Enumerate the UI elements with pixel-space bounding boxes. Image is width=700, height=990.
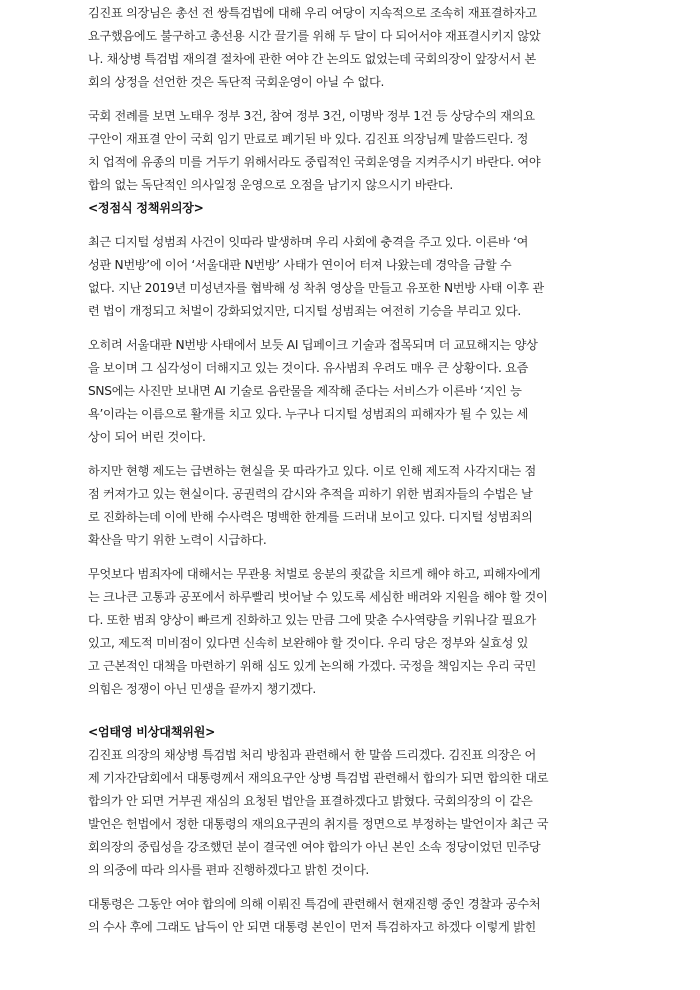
paragraph-gap bbox=[88, 882, 616, 893]
paragraph-gap bbox=[88, 701, 616, 721]
paragraph bbox=[88, 231, 616, 323]
paragraph bbox=[88, 460, 616, 552]
paragraph bbox=[88, 334, 616, 449]
text-line: 치 업적에 유종의 미를 거두기 위해서라도 중립적인 국회운영을 지켜주시기 바란다. 여야 bbox=[88, 155, 541, 169]
speaker-heading: <엄태영 비상대책위원> bbox=[88, 725, 216, 739]
text-line: 오히려 서울대판 N번방 사태에서 보듯 AI 딥페이크 기술과 접목되며 더 교묘해지는 양상 bbox=[88, 338, 538, 352]
paragraph-gap bbox=[88, 449, 616, 460]
text-line: 점 커져가고 있는 현실이다. 공권력의 감시와 추적을 피하기 위한 범죄자들의 수법은 날 bbox=[88, 487, 533, 501]
text-line: 련 법이 개정되고 처벌이 강화되었지만, 디지털 성범죄는 여전히 기승을 부리고 있다. bbox=[88, 304, 521, 318]
text-line: 대통령은 그동안 여야 합의에 의해 이뤄진 특검에 관련해서 현재진행 중인 경찰과 공수처 bbox=[88, 897, 541, 911]
text-line: 제 기자간담회에서 대통령께서 재의요구안 상병 특검법 관련해서 합의가 되면 합의한 대로 bbox=[88, 771, 549, 785]
text-line: 확산을 막기 위한 노력이 시급하다. bbox=[88, 533, 267, 547]
text-line: 로 진화하는데 이에 반해 수사력은 명백한 한계를 드러내 보이고 있다. 디지털 성범죄의 bbox=[88, 510, 533, 524]
text-line: 회의 상정을 선언한 것은 독단적 국회운영이 아닐 수 없다. bbox=[88, 75, 385, 89]
paragraph bbox=[88, 2, 616, 94]
paragraph bbox=[88, 893, 616, 939]
text-line: 다. 또한 범죄 양상이 빠르게 진화하고 있는 만큼 그에 맞춘 수사역량을 키워나갈 필요가 bbox=[88, 613, 537, 627]
text-line: 을 보이며 그 심각성이 더해지고 있는 것이다. 유사범죄 우려도 매우 큰 상황이다. 요즘 bbox=[88, 361, 529, 375]
paragraph-gap bbox=[88, 94, 616, 105]
text-line: 고 근본적인 대책을 마련하기 위해 심도 있게 논의해 가겠다. 국정을 책임지는 우리 국민 bbox=[88, 659, 537, 673]
text-line: 김진표 의장님은 총선 전 쌍특검법에 대해 우리 여당이 지속적으로 조속히 재표결하자고 bbox=[88, 6, 537, 20]
text-line: 최근 디지털 성범죄 사건이 잇따라 발생하며 우리 사회에 충격을 주고 있다. 이른바 ‘여 bbox=[88, 235, 529, 249]
text-line: 합의가 안 되면 거부권 재심의 요청된 법안을 표결하겠다고 밝혔다. 국회의장의 이 같은 bbox=[88, 794, 533, 808]
text-line: 무엇보다 범죄자에 대해서는 무관용 처벌로 응분의 죗값을 치르게 해야 하고, 피해자에게 bbox=[88, 567, 541, 581]
speaker-heading: <정점식 정책위의장> bbox=[88, 201, 204, 215]
paragraph-gap bbox=[88, 552, 616, 563]
text-line: 성판 N번방’에 이어 ‘서울대판 N번방’ 사태가 연이어 터져 나왔는데 경악을 금할 수 bbox=[88, 258, 512, 272]
text-line: 김진표 의장의 채상병 특검법 처리 방침과 관련해서 한 말씀 드리겠다. 김진표 의장은 어 bbox=[88, 748, 537, 762]
text-line: 회의장의 중립성을 강조했던 분이 결국엔 여야 합의가 아닌 본인 소속 정당이었던 민주당 bbox=[88, 840, 541, 854]
text-line: 나. 채상병 특검법 재의결 절차에 관한 여야 간 논의도 없었는데 국회의장이 앞장서서 본 bbox=[88, 52, 537, 66]
text-line: 발언은 헌법에서 정한 대통령의 재의요구권의 취지를 정면으로 부정하는 발언이자 최근 국 bbox=[88, 817, 549, 831]
text-line: 합의 없는 독단적인 의사일정 운영으로 오점을 남기지 않으시기 바란다. bbox=[88, 178, 453, 192]
text-line: 구안이 재표결 안이 국회 임기 만료로 폐기된 바 있다. 김진표 의장님께 말씀드린다. 정 bbox=[88, 132, 529, 146]
text-line: 의 의중에 따라 의사를 편파 진행하겠다고 밝힌 것이다. bbox=[88, 863, 370, 877]
text-line: 의힘은 정쟁이 아닌 민생을 끝까지 챙기겠다. bbox=[88, 682, 316, 696]
text-line: 국회 전례를 보면 노태우 정부 3건, 참여 정부 3건, 이명박 정부 1건 등 상당수의 재의요 bbox=[88, 109, 535, 123]
text-line: 의 수사 후에 그래도 납득이 안 되면 대통령 본인이 먼저 특검하자고 하겠다 이렇게 밝힌 bbox=[88, 920, 537, 934]
paragraph bbox=[88, 105, 616, 197]
paragraph bbox=[88, 563, 616, 701]
text-line: 없다. 지난 2019년 미성년자를 협박해 성 착취 영상을 만들고 유포한 N번방 사태 이후 관 bbox=[88, 281, 544, 295]
text-line: 욕’이라는 이름으로 활개를 치고 있다. 누구나 디지털 성범죄의 피해자가 될 수 있는 세 bbox=[88, 407, 529, 421]
text-line: 상이 되어 버린 것이다. bbox=[88, 430, 206, 444]
text-line: 는 크나큰 고통과 공포에서 하루빨리 벗어날 수 있도록 세심한 배려와 지원을 해야 할 것이 bbox=[88, 590, 548, 604]
document-page bbox=[88, 0, 616, 939]
text-line: 하지만 현행 제도는 급변하는 현실을 못 따라가고 있다. 이로 인해 제도적 사각지대는 점 bbox=[88, 464, 537, 478]
paragraph-gap bbox=[88, 220, 616, 231]
paragraph bbox=[88, 744, 616, 882]
text-line: 있고, 제도적 미비점이 있다면 신속히 보완해야 할 것이다. 우리 당은 정부와 실효성 있 bbox=[88, 636, 529, 650]
paragraph-gap bbox=[88, 323, 616, 334]
text-line: SNS에는 사진만 보내면 AI 기술로 음란물을 제작해 준다는 서비스가 이른바 ‘지인 능 bbox=[88, 384, 522, 398]
text-line: 요구했음에도 불구하고 총선용 시간 끌기를 위해 두 달이 다 되어서야 재표결시키지 않았 bbox=[88, 29, 541, 43]
